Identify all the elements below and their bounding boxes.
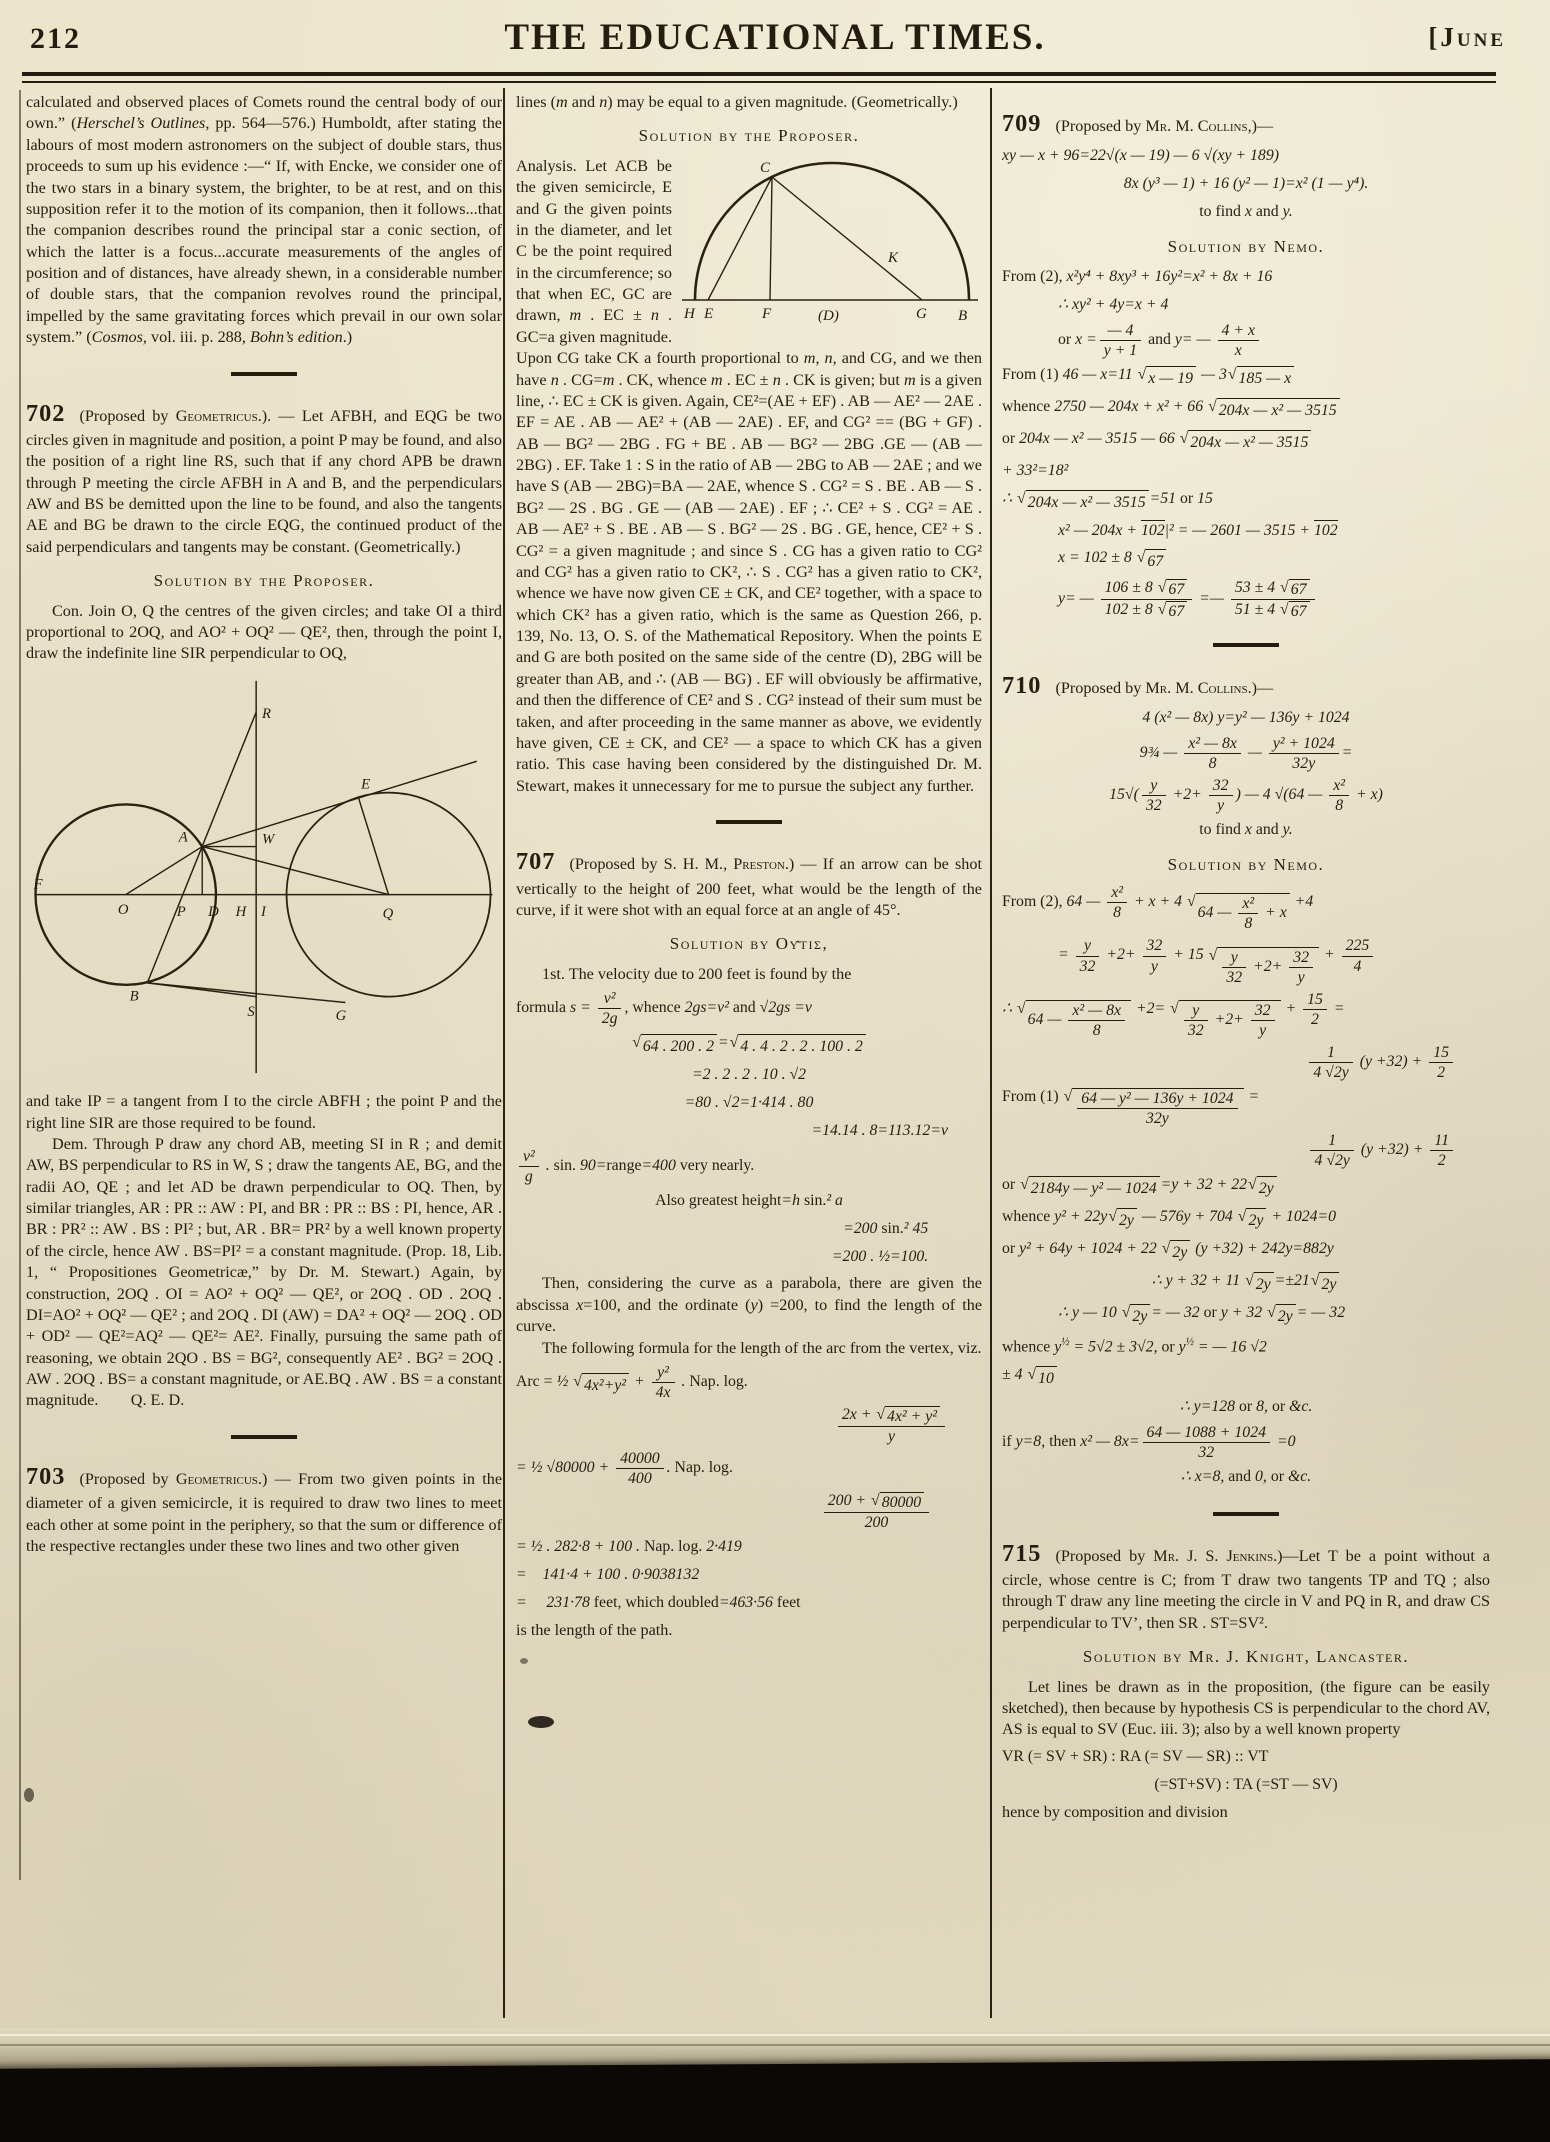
issue-month: [June bbox=[1428, 22, 1506, 52]
problem-number: 702 bbox=[26, 399, 66, 427]
radical: √ 64 . 200 . 2 bbox=[632, 1034, 717, 1059]
proposer-name: Mr. J. S. Jenkins bbox=[1153, 1547, 1274, 1566]
math-line: From (1) √ $\frac{\text{64 — y² — 136y + 1024}}{32y}$ = bbox=[1002, 1088, 1260, 1128]
left-margin-rule bbox=[19, 90, 21, 1880]
math-line: x² — 204x + 102|² = — 2601 — 3515 + 102 bbox=[1058, 521, 1338, 539]
math-line: to find x and y. bbox=[1199, 202, 1293, 220]
radical-sign: √ bbox=[1248, 1176, 1257, 1194]
fraction: $\frac{— 4}{y + 1}$ bbox=[1100, 322, 1141, 359]
problem-number: 710 bbox=[1002, 671, 1042, 699]
radical-sign: √ bbox=[1063, 1088, 1073, 1106]
radical: √ 2y bbox=[1267, 1304, 1296, 1329]
math-line: √ 64 . 200 . 2 = √ 4 . 4 . 2 . 2 . 100 . 2 bbox=[516, 1032, 982, 1059]
math-line: ∴ y=128 or 8, or &c. bbox=[1179, 1397, 1313, 1415]
separator bbox=[516, 809, 982, 830]
column-3 bbox=[1002, 92, 1490, 1823]
math-line: ∴ √ 204x — x² — 3515 =51 or 15 bbox=[1002, 488, 1490, 515]
radical-sign: √ bbox=[1310, 1271, 1320, 1289]
fraction: $\frac{\text{x²}}{8}$ bbox=[1329, 777, 1349, 814]
radical-sign: √ bbox=[871, 1492, 880, 1510]
math-line: or x = $\frac{— 4}{y + 1}$ and y= — $\frac{4 + x}{x}$ bbox=[1058, 322, 1490, 359]
math-line: or 204x — x² — 3515 — 66 √ 204x — x² — 3515 bbox=[1002, 428, 1490, 455]
radical: √ 4x²+y² bbox=[573, 1373, 629, 1398]
separator-rule bbox=[716, 820, 782, 824]
fraction: 2x + √ 4x² + y² y bbox=[838, 1406, 945, 1445]
problem-number: 707 bbox=[516, 848, 556, 876]
math-line: = 141·4 + 100 . 0·9038132 bbox=[516, 1566, 700, 1584]
problem-number: 709 bbox=[1002, 110, 1042, 137]
fraction: $\frac{4 + x}{x}$ bbox=[1218, 322, 1259, 359]
radical: √ 204x — x² — 3515 bbox=[1017, 490, 1149, 515]
proposer-name: Geometricus bbox=[175, 1470, 258, 1489]
radical-sign: √ bbox=[1157, 579, 1167, 597]
math-line: From (1) 46 — x=11 √ x — 19 — 3 √ 185 — x bbox=[1002, 364, 1490, 391]
problem: 709 (Proposed by Mr. M. Collins,)— bbox=[1002, 110, 1274, 137]
page-number: 212 bbox=[30, 22, 81, 55]
solution-heading: Solution by Nemo. bbox=[1167, 854, 1325, 874]
fig2-label-C: C bbox=[760, 159, 771, 176]
fraction: $\frac{32}{y}$ bbox=[1289, 949, 1313, 986]
separator-rule bbox=[231, 1435, 297, 1439]
math-line: to find x and y. bbox=[1199, 820, 1293, 838]
radical-sign: √ bbox=[1237, 1208, 1247, 1226]
radical-sign: √ bbox=[1161, 1240, 1171, 1258]
fraction: $\frac{32}{y}$ bbox=[1251, 1002, 1275, 1039]
fig1-label-I: I bbox=[261, 903, 266, 920]
math-line: ∴ √ 64 — $\frac{\text{x² — 8x}}{8}$ +2= √ $\frac{y}{32}$ +2+ $\frac{32}{y}$ + $\frac{15}{2}$ = bbox=[1002, 990, 1345, 1039]
separator bbox=[26, 361, 502, 382]
proposer-name: Geometricus bbox=[175, 406, 258, 425]
radical: √ 2y bbox=[1248, 1176, 1277, 1201]
fig1-label-A: A bbox=[178, 829, 188, 846]
fraction: $\frac{15}{2}$ bbox=[1429, 1044, 1453, 1081]
radical-sign: √ bbox=[1017, 999, 1026, 1017]
geometry-diagram-703 bbox=[682, 158, 982, 330]
paragraph: and take IP = a tangent from I to the circle ABFH ; the point P and the right line SIR are those required to be found. bbox=[26, 1092, 502, 1132]
radical-sign: √ bbox=[1186, 893, 1196, 911]
fig1-label-O: O bbox=[117, 901, 129, 918]
problem: 703 (Proposed by Geometricus.) — From two given points in the diameter of a given semicircle, it is required to draw two lines to meet each other at some point in the periphery, so that the sum or difference of the respective rectangles under these two lines and two other given bbox=[26, 1463, 503, 1555]
fig2-label-K: K bbox=[888, 249, 899, 266]
page-title: THE EDUCATIONAL TIMES. bbox=[504, 17, 1046, 58]
radical-sign: √ bbox=[632, 1034, 641, 1052]
math-line: xy — x + 96=22√(x — 19) — 6 √(xy + 189) bbox=[1002, 147, 1279, 165]
radical: √ 204x — x² — 3515 bbox=[1180, 430, 1312, 455]
radical-sign: √ bbox=[876, 1406, 886, 1424]
fraction: $\frac{1}{4 √2y}$ bbox=[1309, 1044, 1352, 1081]
fraction: $\frac{40000}{400}$ bbox=[616, 1450, 664, 1487]
fig1-label-P: P bbox=[176, 903, 186, 920]
fig1-label-B: B bbox=[129, 988, 139, 1005]
fig2-label-D: (D) bbox=[818, 307, 839, 324]
math-line: $\frac{\text{v²}}{g}$ . sin. 90=range=400 very nearly. bbox=[516, 1148, 982, 1185]
radical: √ 4x² + y² bbox=[876, 1406, 940, 1425]
problem: 707 (Proposed by S. H. M., Preston.) — If an arrow can be shot vertically to the height of 200 feet, what would be the length of the curve, if it were shot with an equal force at an angle of 45°. bbox=[516, 848, 982, 919]
paragraph: Then, considering the curve as a parabola, there are given the abscissa x=100, and the ordinate (y) =200, to find the length of the curve. bbox=[516, 1274, 982, 1336]
math-line: =80 . √2=1·414 . 80 bbox=[684, 1093, 814, 1111]
radical: √ 2y bbox=[1122, 1304, 1151, 1329]
fraction: $\frac{\text{x²}}{8}$ bbox=[1107, 884, 1127, 921]
radical: √ x — 19 bbox=[1138, 366, 1196, 391]
paragraph: hence by composition and division bbox=[1002, 1802, 1228, 1821]
math-line: From (2), x²y⁴ + 8xy³ + 16y²=x² + 8x + 16 bbox=[1002, 268, 1273, 286]
column-2 bbox=[516, 92, 982, 1641]
problem-number: 715 bbox=[1002, 1540, 1042, 1568]
math-line: or √ 2184y — y² — 1024 =y + 32 + 22 √ 2y bbox=[1002, 1174, 1490, 1201]
radical: √ 67 bbox=[1280, 601, 1309, 620]
solution-heading: Solution by the Proposer. bbox=[153, 571, 375, 591]
fraction: $\frac{\text{x² — 8x}}{8}$ bbox=[1184, 735, 1241, 772]
radical-sign: √ bbox=[1170, 999, 1179, 1017]
math-line: =200 sin.² 45 bbox=[843, 1219, 948, 1237]
fig1-label-E: E bbox=[361, 776, 371, 793]
fraction: $\frac{225}{4}$ bbox=[1342, 937, 1374, 974]
math-line: ∴ xy² + 4y=x + 4 bbox=[1058, 296, 1169, 314]
proposer-name: Mr. M. Collins bbox=[1145, 117, 1248, 135]
radical: √ 2y bbox=[1311, 1272, 1340, 1297]
radical: √ 67 bbox=[1158, 601, 1187, 620]
solution-heading: Solution by Οὖτις, bbox=[669, 934, 829, 954]
radical-sign: √ bbox=[1121, 1303, 1131, 1321]
math-line: x = 102 ± 8 √ 67 bbox=[1058, 547, 1490, 574]
math-line: $\frac{1}{4 √2y}$ (y +32) + $\frac{15}{2}$ bbox=[1002, 1044, 1456, 1081]
radical: √ 67 bbox=[1158, 579, 1187, 598]
math-line: or y² + 64y + 1024 + 22 √ 2y (y +32) + 242y=882y bbox=[1002, 1238, 1490, 1265]
radical-sign: √ bbox=[1208, 397, 1217, 415]
problem-number: 703 bbox=[26, 1463, 66, 1491]
paragraph: Dem. Through P draw any chord AB, meeting SI in R ; and demit AW, BS perpendicular to RS in W, S ; draw the tangents AE, BG, and the radii AO, QE ; and let AD be drawn perpendicular to OQ. Then, by similar triangles, AR : PR :: AW : PI, and BR : PR :: BS : PI, hence, AR . BR : PR² :: AW . BS : PI² ; but, AR . BR= PR² by a well known property of the circle, hence AW . BS=PI² = a constant magnitude. (Prop. 18, Lib. 1, “ Propositiones Geometricæ,” by Dr. M. Stewart.) Again, by construction, 2OQ . OI = AO² + OQ² — QE², or 2OQ . OD . 2OQ . DI=AO² + OQ² — QE² ; and 2OQ . DI (AW) = DA² + OQ² — 2OQ . OD + OD² — QE²=AQ² — QE²= AE². Finally, pursuing the same path of reasoning, we obtain 2QO . BS = BG², consequently AE² . BG² = 2OQ . AW . 2OQ . BS= a constant magnitude, or AE.BQ . AW . BS = a constant magnitude. Q. E. D. bbox=[26, 1134, 502, 1410]
radical: √ 64 — $\frac{\text{x² — 8x}}{8}$ bbox=[1017, 1000, 1131, 1039]
fraction: $\frac{\text{y²}}{4x}$ bbox=[652, 1364, 675, 1401]
math-line: = 231·78 feet, which doubled=463·56 feet bbox=[516, 1594, 801, 1612]
math-line: whence 2750 — 204x + x² + 66 √ 204x — x² — 3515 bbox=[1002, 396, 1490, 423]
radical: √ 4 . 4 . 2 . 2 . 100 . 2 bbox=[730, 1034, 866, 1059]
problem: 710 (Proposed by Mr. M. Collins.)— bbox=[1002, 671, 1274, 699]
radical-sign: √ bbox=[1280, 601, 1289, 619]
separator bbox=[1002, 1501, 1490, 1522]
radical: √ 2y bbox=[1245, 1272, 1274, 1297]
math-line: formula s = $\frac{\text{v²}}{2g}$ , whence 2gs=v² and √2gs =v bbox=[516, 990, 812, 1028]
radical-sign: √ bbox=[1267, 1303, 1276, 1321]
paragraph: is the length of the path. bbox=[516, 1621, 673, 1640]
figure-two-circles bbox=[26, 673, 502, 1083]
math-line: ± 4 √ 10 bbox=[1002, 1364, 1490, 1391]
paragraph: lines (m and n) may be equal to a given magnitude. (Geometrically.) bbox=[516, 93, 958, 111]
math-line: (=ST+SV) : TA (=ST — SV) bbox=[1154, 1775, 1338, 1793]
radical-sign: √ bbox=[1136, 549, 1146, 567]
fig2-label-B: B bbox=[958, 307, 968, 324]
fraction: $\frac{15}{2}$ bbox=[1303, 991, 1327, 1028]
math-line: 15√( $\frac{y}{32}$ +2+ $\frac{32}{y}$ ) — 4 √(64 — $\frac{\text{x²}}{8}$ + x) bbox=[1109, 776, 1383, 814]
math-line: ∴ y + 32 + 11 √ 2y =±21 √ 2y bbox=[1002, 1270, 1490, 1297]
math-line: =14.14 . 8=113.12=v bbox=[811, 1121, 948, 1139]
math-line: $\frac{1}{4 √2y}$ (y +32) + $\frac{11}{2}$ bbox=[1002, 1132, 1456, 1169]
radical-sign: √ bbox=[1157, 601, 1167, 619]
geometry-diagram-702 bbox=[33, 673, 495, 1077]
fraction: $\frac{64 — 1088 + 1024}{32}$ bbox=[1143, 1424, 1271, 1461]
paragraph: Let lines be drawn as in the proposition, (the figure can be easily sketched), then because by hypothesis CS is perpendicular to the chord AV, AS is equal to SV (Euc. iii. 3); also by a well known property bbox=[1002, 1677, 1490, 1739]
solution-heading: Solution by Nemo. bbox=[1167, 236, 1325, 256]
solution-heading: Solution by the Proposer. bbox=[638, 126, 860, 146]
figure-semicircle bbox=[682, 158, 982, 336]
radical-sign: √ bbox=[1280, 579, 1289, 597]
fig1-label-Q: Q bbox=[382, 905, 394, 922]
paragraph: Con. Join O, Q the centres of the given circles; and take OI a third proportional to 2OQ, and AO² + OQ² — QE², then, through the point I, draw the indefinite line SIR perpendicular to OQ, bbox=[26, 601, 502, 663]
fig2-label-H: H bbox=[684, 305, 695, 322]
column-divider-1 bbox=[503, 88, 505, 2018]
math-line bbox=[516, 1406, 948, 1445]
math-line: 9¾ — $\frac{\text{x² — 8x}}{8}$ — $\frac{\text{y² + 1024}}{32y}$ = bbox=[1139, 734, 1353, 772]
math-line: + 33²=18² bbox=[1002, 461, 1069, 479]
radical: √ 2184y — y² — 1024 bbox=[1020, 1176, 1160, 1201]
fraction: $\frac{\text{v²}}{g}$ bbox=[519, 1148, 539, 1185]
fraction: 200 + √ 80000 200 bbox=[824, 1492, 929, 1531]
ink-smudge bbox=[528, 1716, 554, 1728]
column-1 bbox=[26, 92, 502, 1557]
fraction: $\frac{\text{y² + 1024}}{32y}$ bbox=[1269, 735, 1339, 772]
math-line: From (2), 64 — $\frac{\text{x²}}{8}$ + x + 4 √ 64 — $\frac{\text{x²}}{8}$ + x +4 bbox=[1002, 884, 1314, 933]
paragraph: The following formula for the length of the arc from the vertex, viz. bbox=[542, 1338, 982, 1357]
math-line: = ½ . 282·8 + 100 . Nap. log. 2·419 bbox=[516, 1538, 742, 1556]
radical: √ 2y bbox=[1162, 1240, 1191, 1265]
radical: √ 10 bbox=[1027, 1366, 1056, 1391]
math-line: whence y² + 22y √ 2y — 576y + 704 √ 2y + 1024=0 bbox=[1002, 1206, 1490, 1233]
radical: √ 2y bbox=[1108, 1208, 1137, 1233]
separator-rule bbox=[1213, 643, 1279, 647]
math-line: 4 (x² — 8x) y=y² — 136y + 1024 bbox=[1142, 708, 1350, 726]
column-divider-2 bbox=[990, 88, 992, 2018]
radical: √ $\frac{y}{32}$ +2+ $\frac{32}{y}$ bbox=[1170, 1000, 1280, 1039]
fraction: $\frac{y}{32}$ bbox=[1076, 937, 1100, 974]
fraction: $\frac{\text{64 — y² — 136y + 1024}}{32y}$ bbox=[1077, 1090, 1237, 1127]
fraction: $\frac{y}{32}$ bbox=[1142, 777, 1166, 814]
radical: √ $\frac{y}{32}$ +2+ $\frac{32}{y}$ bbox=[1209, 947, 1319, 986]
separator-rule bbox=[1213, 1512, 1279, 1516]
fraction: $\frac{y}{32}$ bbox=[1222, 949, 1246, 986]
separator-rule bbox=[231, 372, 297, 376]
fig1-label-R: R bbox=[262, 705, 272, 722]
radical: √ 64 — $\frac{\text{x²}}{8}$ + x bbox=[1187, 893, 1290, 932]
fig2-label-G: G bbox=[916, 305, 927, 322]
radical-sign: √ bbox=[1208, 946, 1218, 964]
paragraph: calculated and observed places of Comets round the central body of our own.” (Herschel’s Outlines, pp. 564—576.) Humboldt, after stating the labours of most modern astronomers on the subject of double stars, thus proceeds to sum up his evidence :—“ If, with Encke, we consider one of the two stars in a binary system, the brighter, to be at rest, and on this supposition refer it to the motion of its companion, then it follows...that the companion describes round the principal star a conic section, of which the latter is a focus...accurate measurements of the angles of position and of distances, have already shewn, in a considerable number of double stars, that the companion revolves round the principal, impelled by the same gravitating forces which prevail in our own solar system.” (Cosmos, vol. iii. p. 288, Bohn’s edition.) bbox=[26, 93, 502, 347]
radical: √ 67 bbox=[1137, 549, 1166, 574]
fig1-label-H: H bbox=[235, 903, 247, 920]
radical bbox=[1064, 1088, 1244, 1127]
separator bbox=[26, 1424, 502, 1445]
radical-sign: √ bbox=[1020, 1176, 1029, 1194]
fraction: 53 ± 4 √ 67 51 ± 4 √ 67 bbox=[1231, 579, 1315, 620]
separator bbox=[1002, 632, 1490, 653]
fig2-label-E: E bbox=[704, 305, 714, 322]
math-line bbox=[516, 1492, 948, 1531]
radical-sign: √ bbox=[729, 1034, 739, 1052]
math-line: =2 . 2 . 2 . 10 . √2 bbox=[691, 1066, 807, 1084]
header-rule bbox=[22, 72, 1496, 83]
math-line: =200 . ½=100. bbox=[831, 1247, 948, 1265]
fraction: $\frac{32}{y}$ bbox=[1143, 937, 1167, 974]
radical-sign: √ bbox=[1245, 1271, 1254, 1289]
problem: 702 (Proposed by Geometricus.). — Let AFBH, and EQG be two circles given in magnitude and position, a point P may be found, and also the position of a right line RS, such that if any chord APB be drawn through P meeting the circle AFBH in A and B, and the perpendiculars AW and BS be demitted upon the line to be found, and also the tangents AE and BG be drawn to the circle EQG, the continued product of the said perpendiculars and tangents may be constant. (Geometrically.) bbox=[26, 399, 502, 556]
math-line: 8x (y³ — 1) + 16 (y² — 1)=x² (1 — y⁴). bbox=[1123, 174, 1369, 192]
math-line: ∴ x=8, and 0, or &c. bbox=[1180, 1467, 1312, 1485]
fraction: $\frac{32}{y}$ bbox=[1209, 777, 1233, 814]
math-line: VR (= SV + SR) : RA (= SV — SR) :: VT bbox=[1002, 1747, 1269, 1765]
paragraph: 1st. The velocity due to 200 feet is found by the bbox=[542, 964, 852, 983]
book-edge bbox=[0, 2059, 1550, 2142]
proposer-name: Mr. M. Collins bbox=[1145, 678, 1248, 697]
fraction: $\frac{\text{x²}}{8}$ bbox=[1238, 895, 1258, 932]
math-line: = ½ √80000 + $\frac{40000}{400}$ . Nap. log. bbox=[516, 1450, 733, 1488]
solution-heading: Solution by Mr. J. Knight, Lancaster. bbox=[1082, 1647, 1410, 1667]
radical: √ 185 — x bbox=[1228, 366, 1294, 391]
fig2-label-F: F bbox=[762, 305, 772, 322]
fraction: $\frac{y}{32}$ bbox=[1184, 1002, 1208, 1039]
fig1-label-D: D bbox=[208, 903, 219, 920]
radical: √ 2y bbox=[1238, 1208, 1267, 1233]
radical-sign: √ bbox=[573, 1373, 582, 1391]
paragraph-with-figure: C K H E F (D) G B Analysis. Let ACB be the given semicircle, E and G the given points in the diameter, and let C be the point required in the circumference; so that when EC, GC are drawn, m . EC ± n . GC=a given magnitude. Upon CG take CK a fourth proportional to m, n, and CG, and we then have n . CG=m . CK, whence m . EC ± n . CK is given; but m is a given line, ∴ EC ± CK is given. Again, CE²=(AE + EF) . AB — AE² — 2AE . EF = AE . AB — AE² + (AB — 2AE) . EF, and CG² == (BG + GF) . AB — BG² — 2BG . FG + BE . AB — BG² — 2BG .GE — (AB — 2BG) . EF. Take 1 : S in the ratio of AB — 2BG to AB — 2AE ; and we have S (AB — 2BG)=BA — 2AE, whence S . CG² = S . BE . AB — S . BG² — 2S . BG . GE — (AB — 2AE) . EF ; ∴ CE² + S . CG² = AE . AB — AE² + S . BE . AB — S . BG² — 2S . BG . GE, hence, CE² + S . CG² = a given magnitude ; and since S . CG has a given ratio to CG² and CG² has a given ratio to CK², ∴ S . CG² has a given ratio to CK², whence we have now given CE ± CK, and CE² together, with a space to which CK² has a given ratio, which is the same as Question 266, p. 139, No. 13, O. S. of the Mathematical Repository. When the points E and G are both posited on the same side of the centre (D), 2BG will be greater than AB, and ∴ (AB — BG) . EF will obviously be affirmative, and then the difference of CE² and S . CG² instead of their sum must be taken, and after proceeding in the same manner as above, we evidently have given, CE ± CK, and CE² — a space to which CK has a given ratio. This case having been considered by the distinguished Dr. M. Stewart, makes it unnecessary for me to pursue the subject any further. bbox=[516, 156, 983, 795]
radical-sign: √ bbox=[1027, 1365, 1037, 1383]
fraction: $\frac{11}{2}$ bbox=[1430, 1132, 1453, 1169]
proposer-name: S. H. M., Preston bbox=[663, 855, 785, 874]
math-line: y= — 106 ± 8 √ 67 102 ± 8 √ 67 =— 53 ± 4 √ 67 51 ± 4 √ 67 bbox=[1058, 579, 1490, 620]
radical-sign: √ bbox=[1227, 366, 1237, 384]
radical: √ 204x — x² — 3515 bbox=[1208, 398, 1340, 423]
math-line: whence $y^{\frac{1}{2}} = 5√2 \pm 3√2$, or $y^{\frac{1}{2}}$ = — 16 √2 bbox=[1002, 1335, 1267, 1356]
radical-sign: √ bbox=[1137, 366, 1147, 384]
fraction: $\frac{\text{v²}}{2g}$ bbox=[598, 990, 622, 1027]
radical: √ 80000 bbox=[871, 1492, 924, 1511]
ink-smudge bbox=[24, 1788, 34, 1802]
fraction: $\frac{1}{4 √2y}$ bbox=[1310, 1132, 1353, 1169]
radical-sign: √ bbox=[1017, 489, 1026, 507]
math-line: = $\frac{y}{32}$ +2+ $\frac{32}{y}$ + 15 √ $\frac{y}{32}$ +2+ $\frac{32}{y}$ + $\frac{225}{4}$ bbox=[1058, 937, 1490, 985]
ink-smudge bbox=[520, 1658, 528, 1664]
math-line: if y=8, then x² — 8x= $\frac{64 — 1088 + 1024}{32}$ =0 bbox=[1002, 1423, 1296, 1461]
fig1-label-W: W bbox=[262, 831, 275, 848]
radical: √ 67 bbox=[1280, 579, 1309, 598]
fig1-label-G: G bbox=[335, 1007, 347, 1024]
fig1-label-S: S bbox=[247, 1003, 255, 1020]
math-line: ∴ y — 10 √ 2y = — 32 or y + 32 √ 2y = — 32 bbox=[1058, 1302, 1490, 1329]
math-line: Arc = ½ √ 4x²+y² + $\frac{\text{y²}}{4x}$ . Nap. log. bbox=[516, 1363, 748, 1402]
radical-sign: √ bbox=[1179, 429, 1189, 447]
radical-sign: √ bbox=[1108, 1208, 1117, 1226]
fig1-label-F: F bbox=[33, 876, 43, 893]
problem: 715 (Proposed by Mr. J. S. Jenkins.)—Let T be a point without a circle, whose centre is C; from T draw two tangents TP and TQ ; also through T draw any line meeting the circle in V and PQ in R, and draw CS perpendicular to TV’, then SR . ST=SV². bbox=[1002, 1540, 1490, 1632]
fraction: 106 ± 8 √ 67 102 ± 8 √ 67 bbox=[1101, 579, 1193, 620]
fraction: $\frac{\text{x² — 8x}}{8}$ bbox=[1068, 1002, 1125, 1039]
math-line: Also greatest height=h sin.² a bbox=[655, 1191, 843, 1209]
